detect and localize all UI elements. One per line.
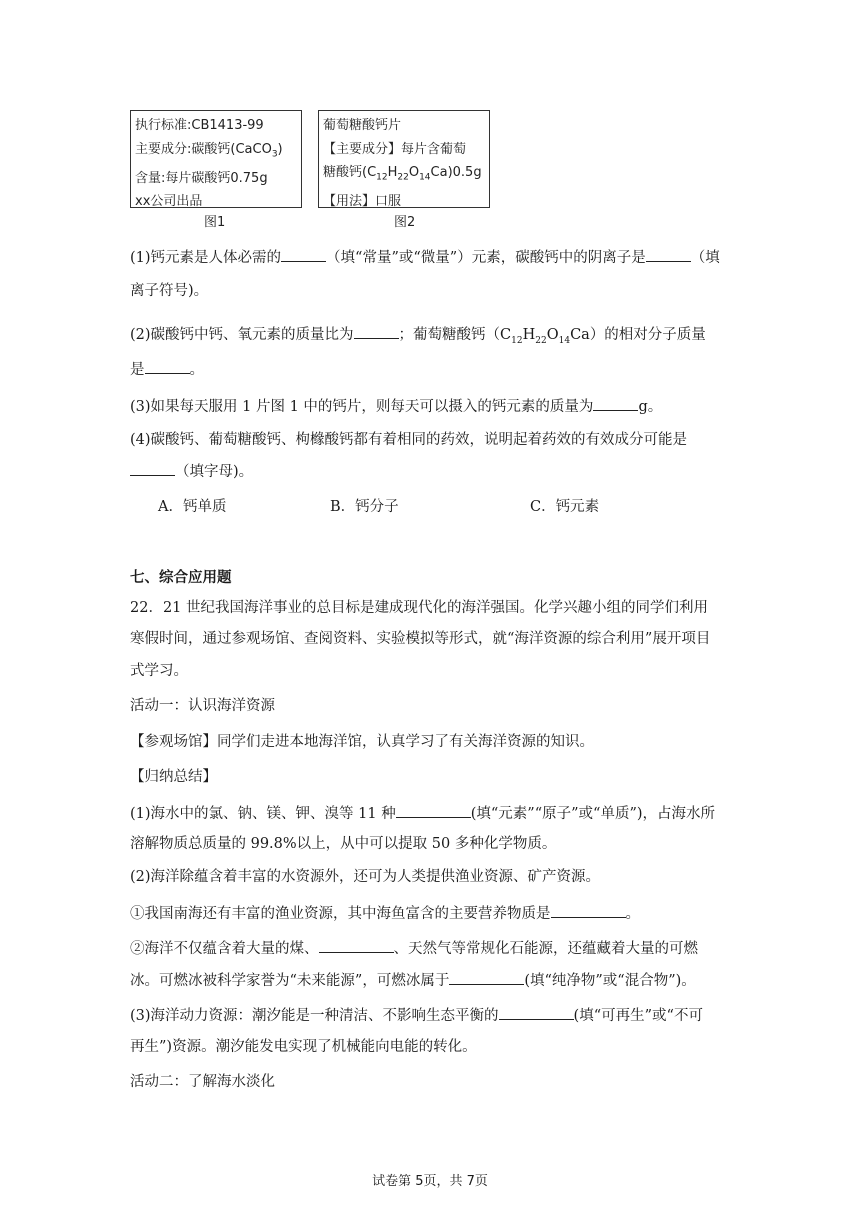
answer-blank[interactable] [130, 460, 175, 476]
part-3-line1: (3)海洋动力资源：潮汐能是一种清洁、不影响生态平衡的 (填“可再生”或“不可 [130, 1004, 703, 1026]
figure2-line: 葡萄糖酸钙片 [323, 118, 402, 133]
answer-blank[interactable] [354, 323, 399, 339]
figure1-line: 主要成分:碳酸钙(CaCO$_3$) [135, 141, 283, 160]
question-22-line2: 寒假时间，通过参观场馆、查阅资料、实验模拟等形式，就“海洋资源的综合利用”展开项目 [130, 631, 711, 647]
answer-blank[interactable] [593, 395, 638, 411]
part-2: (2)海洋除蕴含着丰富的水资源外，还可为人类提供渔业资源、矿产资源。 [130, 869, 601, 885]
figure1-line: 含量:每片碳酸钙0.75g [135, 170, 268, 186]
part-2-item-2-line1: ②海洋不仅蕴含着大量的煤、 、天然气等常规化石能源，还蕴藏着大量的可燃 [130, 937, 698, 959]
answer-blank[interactable] [646, 246, 691, 262]
question-4-line1: (4)碳酸钙、葡萄糖酸钙、枸橼酸钙都有着相同的药效，说明起着药效的有效成分可能是 [130, 432, 688, 448]
answer-blank[interactable] [396, 802, 471, 818]
section-heading: 七、综合应用题 [130, 569, 232, 586]
option-a[interactable]: A．钙单质 [158, 499, 227, 515]
question-22-line1: 22．21 世纪我国海洋事业的总目标是建成现代化的海洋强国。化学兴趣小组的同学们利用 [130, 600, 709, 616]
answer-blank[interactable] [449, 969, 524, 985]
page-footer: 试卷第 5页，共 7页 [372, 1174, 488, 1189]
answer-blank[interactable] [499, 1004, 574, 1020]
visit-paragraph: 【参观场馆】同学们走进本地海洋馆，认真学习了有关海洋资源的知识。 [130, 734, 594, 750]
figure2-label-box [318, 110, 490, 208]
figure1-line: xx公司出品 [135, 194, 203, 210]
answer-blank[interactable] [145, 358, 190, 374]
question-1-line2: 离子符号)。 [130, 283, 209, 299]
figure1-caption: 图1 [204, 215, 226, 230]
part-2-item-1: ①我国南海还有丰富的渔业资源，其中海鱼富含的主要营养物质是 。 [130, 902, 640, 924]
part-3-line2: 再生”)资源。潮汐能发电实现了机械能向电能的转化。 [130, 1039, 477, 1055]
question-2-line1: (2)碳酸钙中钙、氧元素的质量比为 ；葡萄糖酸钙$(C_{12}H_{22}O_{14}Ca)$的相对分子质量 [130, 323, 706, 351]
activity-2-title: 活动二：了解海水淡化 [130, 1074, 275, 1090]
part-1-line2: 溶解物质总质量的 99.8%以上，从中可以提取 50 多种化学物质。 [130, 836, 557, 852]
question-1-line1: (1)钙元素是人体必需的 （填“常量”或“微量”）元素，碳酸钙中的阴离子是 （填 [130, 246, 720, 268]
option-b[interactable]: B．钙分子 [330, 499, 399, 515]
figure2-line: 【用法】口服 [323, 194, 402, 210]
question-2-line2: 是 。 [130, 358, 204, 380]
option-c[interactable]: C．钙元素 [530, 499, 600, 515]
figure1-label-box [130, 110, 302, 208]
figure1-line: 执行标准:CB1413-99 [135, 118, 264, 133]
answer-blank[interactable] [551, 902, 626, 918]
summary-heading: 【归纳总结】 [130, 769, 217, 785]
answer-blank[interactable] [281, 246, 326, 262]
part-2-item-2-line2: 冰。可燃冰被科学家誉为“未来能源”，可燃冰属于 (填“纯净物”或“混合物”)。 [130, 969, 696, 991]
answer-blank[interactable] [319, 937, 394, 953]
figure2-caption: 图2 [394, 215, 416, 230]
question-3: (3)如果每天服用 1 片图 1 中的钙片，则每天可以摄入的钙元素的质量为 g。 [130, 395, 662, 417]
question-22-line3: 式学习。 [130, 663, 188, 679]
figure2-line: 【主要成分】每片含葡萄 [323, 141, 467, 157]
activity-1-title: 活动一：认识海洋资源 [130, 698, 275, 714]
question-4-line2: （填字母)。 [130, 460, 253, 482]
part-1-line1: (1)海水中的氯、钠、镁、钾、溴等 11 种 (填“元素”“原子”或“单质”)，占海水所 [130, 802, 715, 824]
figure2-line: 糖酸钙$(C_{12}H_{22}O_{14}Ca)0.5g$ [323, 165, 482, 183]
